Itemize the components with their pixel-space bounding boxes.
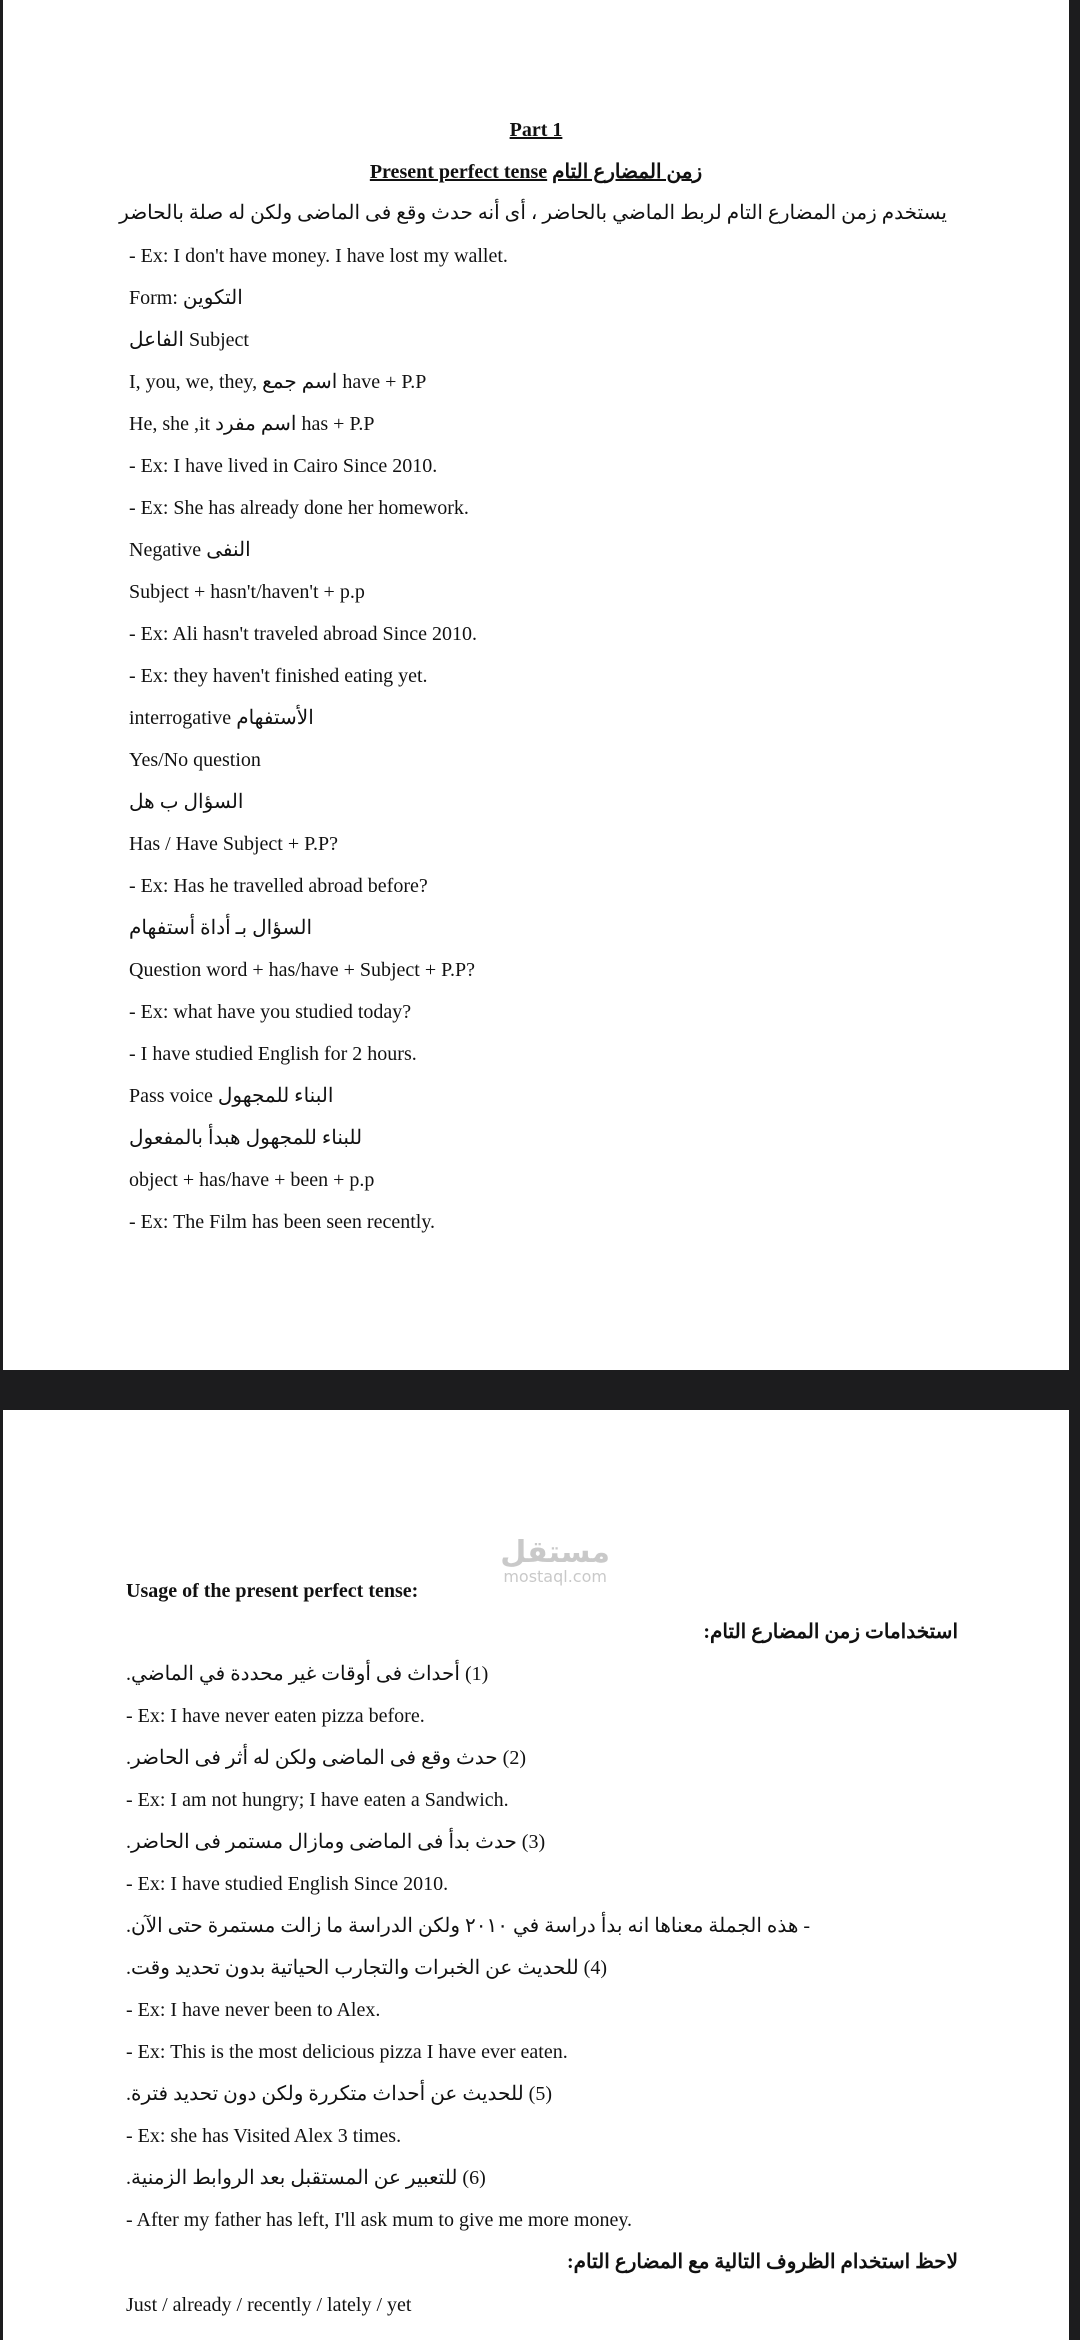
usage-line: - Ex: she has Visited Alex 3 times. bbox=[126, 2125, 402, 2147]
body-line: الفاعل Subject bbox=[129, 329, 249, 351]
usage-line-text: (2) حدث وقع فى الماضى ولكن له أثر فى الحاضر. bbox=[126, 1747, 526, 1769]
body-line: Yes/No question bbox=[129, 749, 261, 771]
body-line: للبناء للمجهول هبدأ بالمفعول bbox=[129, 1127, 363, 1149]
body-line: Pass voice البناء للمجهول bbox=[129, 1085, 334, 1107]
body-line: Subject + hasn't/haven't + p.p bbox=[129, 581, 365, 603]
usage-line-text: (5) للحديث عن أحداث متكررة ولكن دون تحديد فترة. bbox=[126, 2083, 553, 2105]
usage-title-ar: استخدامات زمن المضارع التام: bbox=[703, 1621, 958, 1643]
body-line: Negative النفى bbox=[129, 539, 251, 561]
tense-title-en: Present perfect tense bbox=[369, 161, 548, 183]
body-line: - Ex: Ali hasn't traveled abroad Since 2010. bbox=[129, 623, 477, 645]
body-line: interrogative الأستفهام bbox=[129, 707, 314, 729]
body-line: I, you, we, they, اسم جمع have + P.P bbox=[129, 371, 427, 393]
body-line: - Ex: I have lived in Cairo Since 2010. bbox=[129, 455, 438, 477]
usage-line-text: (4) للحديث عن الخبرات والتجارب الحياتية بدون تحديد وقت. bbox=[126, 1957, 607, 1979]
usage-line: - Ex: I am not hungry; I have eaten a Sandwich. bbox=[126, 1789, 509, 1811]
body-line: object + has/have + been + p.p bbox=[129, 1169, 375, 1191]
watermark-ar: مستقل bbox=[500, 1535, 610, 1570]
body-line: - Ex: I don't have money. I have lost my wallet. bbox=[129, 245, 508, 267]
usage-line-text: (1) أحداث فى أوقات غير محددة في الماضي. bbox=[126, 1663, 489, 1685]
usage-line: - Ex: This is the most delicious pizza I have ever eaten. bbox=[126, 2041, 568, 2063]
body-line: - I have studied English for 2 hours. bbox=[129, 1043, 417, 1065]
body-line: Form: التكوين bbox=[129, 287, 243, 309]
usage-line: - Ex: I have studied English Since 2010. bbox=[126, 1873, 449, 1895]
body-line: He, she ,it اسم مفرد has + P.P bbox=[129, 413, 375, 435]
body-line: السؤال بـ أداة أستفهام bbox=[129, 917, 312, 939]
body-line: السؤال ب هل bbox=[129, 791, 244, 813]
document-page-1 bbox=[3, 0, 1069, 1370]
adverbs-list: Just / already / recently / lately / yet bbox=[126, 2294, 412, 2316]
usage-line bbox=[126, 1914, 810, 1938]
usage-title: Usage of the present perfect tense: bbox=[126, 1580, 419, 1602]
tense-title-ar: زمن المضارع التام bbox=[552, 161, 703, 183]
body-line: - Ex: She has already done her homework. bbox=[129, 497, 469, 519]
usage-line bbox=[126, 1956, 607, 1980]
body-line: Has / Have Subject + P.P? bbox=[129, 833, 339, 855]
usage-line: - After my father has left, I'll ask mum to give me more money. bbox=[126, 2209, 633, 2231]
usage-line-text: - هذه الجملة معناها انه بدأ دراسة في ٢٠١٠ ولكن الدراسة ما زالت مستمرة حتى الآن. bbox=[126, 1915, 811, 1937]
watermark-en: mostaql.com bbox=[503, 1567, 607, 1586]
usage-line bbox=[126, 2082, 552, 2106]
usage-line bbox=[126, 1830, 545, 1854]
usage-line-text: (3) حدث بدأ فى الماضى ومازال مستمر فى الحاضر. bbox=[126, 1831, 546, 1853]
tense-title bbox=[3, 160, 1069, 184]
intro-text: يستخدم زمن المضارع التام لربط الماضي بالحاضر ، أى أنه حدث وقع فى الماضى ولكن له صلة بالحاضر bbox=[119, 202, 947, 224]
usage-line bbox=[126, 1746, 526, 1770]
watermark bbox=[500, 1535, 610, 1586]
body-line: - Ex: they haven't finished eating yet. bbox=[129, 665, 428, 687]
usage-line bbox=[126, 2166, 486, 2190]
body-line: - Ex: Has he travelled abroad before? bbox=[129, 875, 428, 897]
adverbs-note: لاحظ استخدام الظروف التالية مع المضارع التام: bbox=[567, 2251, 958, 2273]
usage-line: - Ex: I have never been to Alex. bbox=[126, 1999, 381, 2021]
body-line: - Ex: The Film has been seen recently. bbox=[129, 1211, 436, 1233]
body-line: - Ex: what have you studied today? bbox=[129, 1001, 412, 1023]
usage-line bbox=[126, 1662, 488, 1686]
usage-line: - Ex: I have never eaten pizza before. bbox=[126, 1705, 425, 1727]
usage-line-text: (6) للتعبير عن المستقبل بعد الروابط الزمنية. bbox=[126, 2167, 486, 2189]
part-title: Part 1 bbox=[509, 119, 563, 141]
body-line: Question word + has/have + Subject + P.P? bbox=[129, 959, 476, 981]
